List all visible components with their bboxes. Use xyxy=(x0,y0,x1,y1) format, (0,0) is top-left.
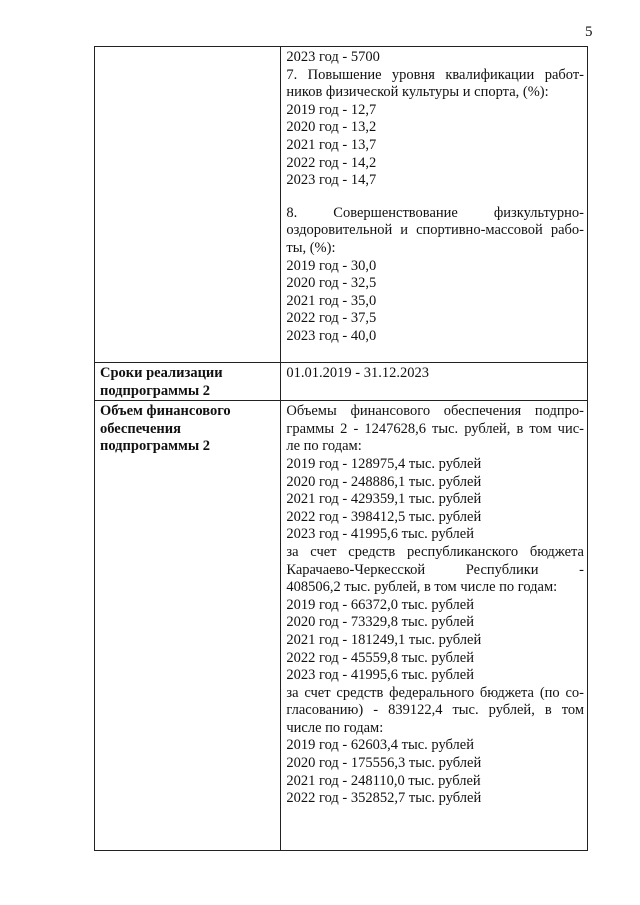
funding-federal-year: 2022 год - 352852,7 тыс. рублей xyxy=(286,790,482,807)
indicator-7-title: 7. Повышение уровня квалификации работ- xyxy=(286,66,584,83)
page-number: 5 xyxy=(585,24,593,40)
funding-federal-text: за счет средств федерального бюджета (по со- xyxy=(286,684,584,701)
terms-label: подпрограммы 2 xyxy=(100,382,211,399)
indicator-7-title: ников физической культуры и спорта, (%): xyxy=(286,84,549,101)
funding-total-year: 2023 год - 41995,6 тыс. рублей xyxy=(286,526,474,543)
funding-federal-year: 2019 год - 62603,4 тыс. рублей xyxy=(286,737,474,754)
funding-label: подпрограммы 2 xyxy=(100,438,211,455)
terms-value-cell xyxy=(281,363,588,401)
indicator-7-value: 2022 год - 14,2 xyxy=(286,154,377,171)
indicator-7-value: 2021 год - 13,7 xyxy=(286,136,377,153)
funding-total-year: 2020 год - 248886,1 тыс. рублей xyxy=(286,473,482,490)
funding-republic-year: 2023 год - 41995,6 тыс. рублей xyxy=(286,667,474,684)
funding-total-text: ле по годам: xyxy=(286,438,362,455)
funding-federal-year: 2021 год - 248110,0 тыс. рублей xyxy=(286,772,481,789)
funding-republic-year: 2021 год - 181249,1 тыс. рублей xyxy=(286,631,482,648)
indicator-7-value: 2019 год - 12,7 xyxy=(286,101,377,118)
terms-label-cell xyxy=(95,363,281,401)
indicator-8-value: 2023 год - 40,0 xyxy=(286,327,377,344)
terms-label: Сроки реализации xyxy=(100,365,223,381)
indicator-8-title: оздоровительной и спортивно-массовой рабо- xyxy=(286,222,584,239)
indicator-8-title: ты, (%): xyxy=(286,239,336,256)
funding-republic-text: за счет средств республиканского бюджета xyxy=(286,543,584,560)
indicator-7-value: 2020 год - 13,2 xyxy=(286,119,377,136)
subprogram-passport-table xyxy=(94,46,588,851)
funding-federal-text: числе по годам: xyxy=(286,719,384,736)
indicator-8-value: 2022 год - 37,5 xyxy=(286,310,377,327)
funding-value-cell xyxy=(281,401,588,851)
funding-republic-year: 2019 год - 66372,0 тыс. рублей xyxy=(286,596,474,613)
indicators-value-cell xyxy=(281,47,588,363)
indicators-label-cell xyxy=(95,47,281,363)
terms-value: 01.01.2019 - 31.12.2023 xyxy=(286,365,429,381)
indicator-7-value: 2023 год - 14,7 xyxy=(286,172,377,189)
funding-republic-text: Карачаево-Черкесской Республики - xyxy=(286,561,584,578)
funding-total-text: граммы 2 - 1247628,6 тыс. рублей, в том чис- xyxy=(286,420,584,437)
funding-republic-text: 408506,2 тыс. рублей, в том числе по годам: xyxy=(286,579,558,596)
funding-label-cell xyxy=(95,401,281,851)
funding-total-year: 2019 год - 128975,4 тыс. рублей xyxy=(286,455,482,472)
terms-row xyxy=(95,363,588,401)
indicator-8-value: 2021 год - 35,0 xyxy=(286,292,377,309)
indicator-8-value: 2020 год - 32,5 xyxy=(286,275,377,292)
spacer xyxy=(286,190,584,205)
funding-federal-text: гласованию) - 839122,4 тыс. рублей, в том xyxy=(286,702,584,719)
funding-total-text: Объемы финансового обеспечения подпро- xyxy=(286,403,584,420)
funding-republic-year: 2022 год - 45559,8 тыс. рублей xyxy=(286,649,474,666)
indicators-row xyxy=(95,47,588,363)
indicator-8-title: 8. Совершенствование физкультурно- xyxy=(286,204,584,221)
funding-total-year: 2021 год - 429359,1 тыс. рублей xyxy=(286,491,482,508)
funding-label: обеспечения xyxy=(100,420,181,437)
indicator-8-value: 2019 год - 30,0 xyxy=(286,257,377,274)
funding-label: Объем финансового xyxy=(100,403,231,420)
funding-total-year: 2022 год - 398412,5 тыс. рублей xyxy=(286,508,482,525)
funding-republic-year: 2020 год - 73329,8 тыс. рублей xyxy=(286,614,474,631)
indicator-line: 2023 год - 5700 xyxy=(286,49,380,65)
funding-row xyxy=(95,401,588,851)
funding-federal-year: 2020 год - 175556,3 тыс. рублей xyxy=(286,755,482,772)
